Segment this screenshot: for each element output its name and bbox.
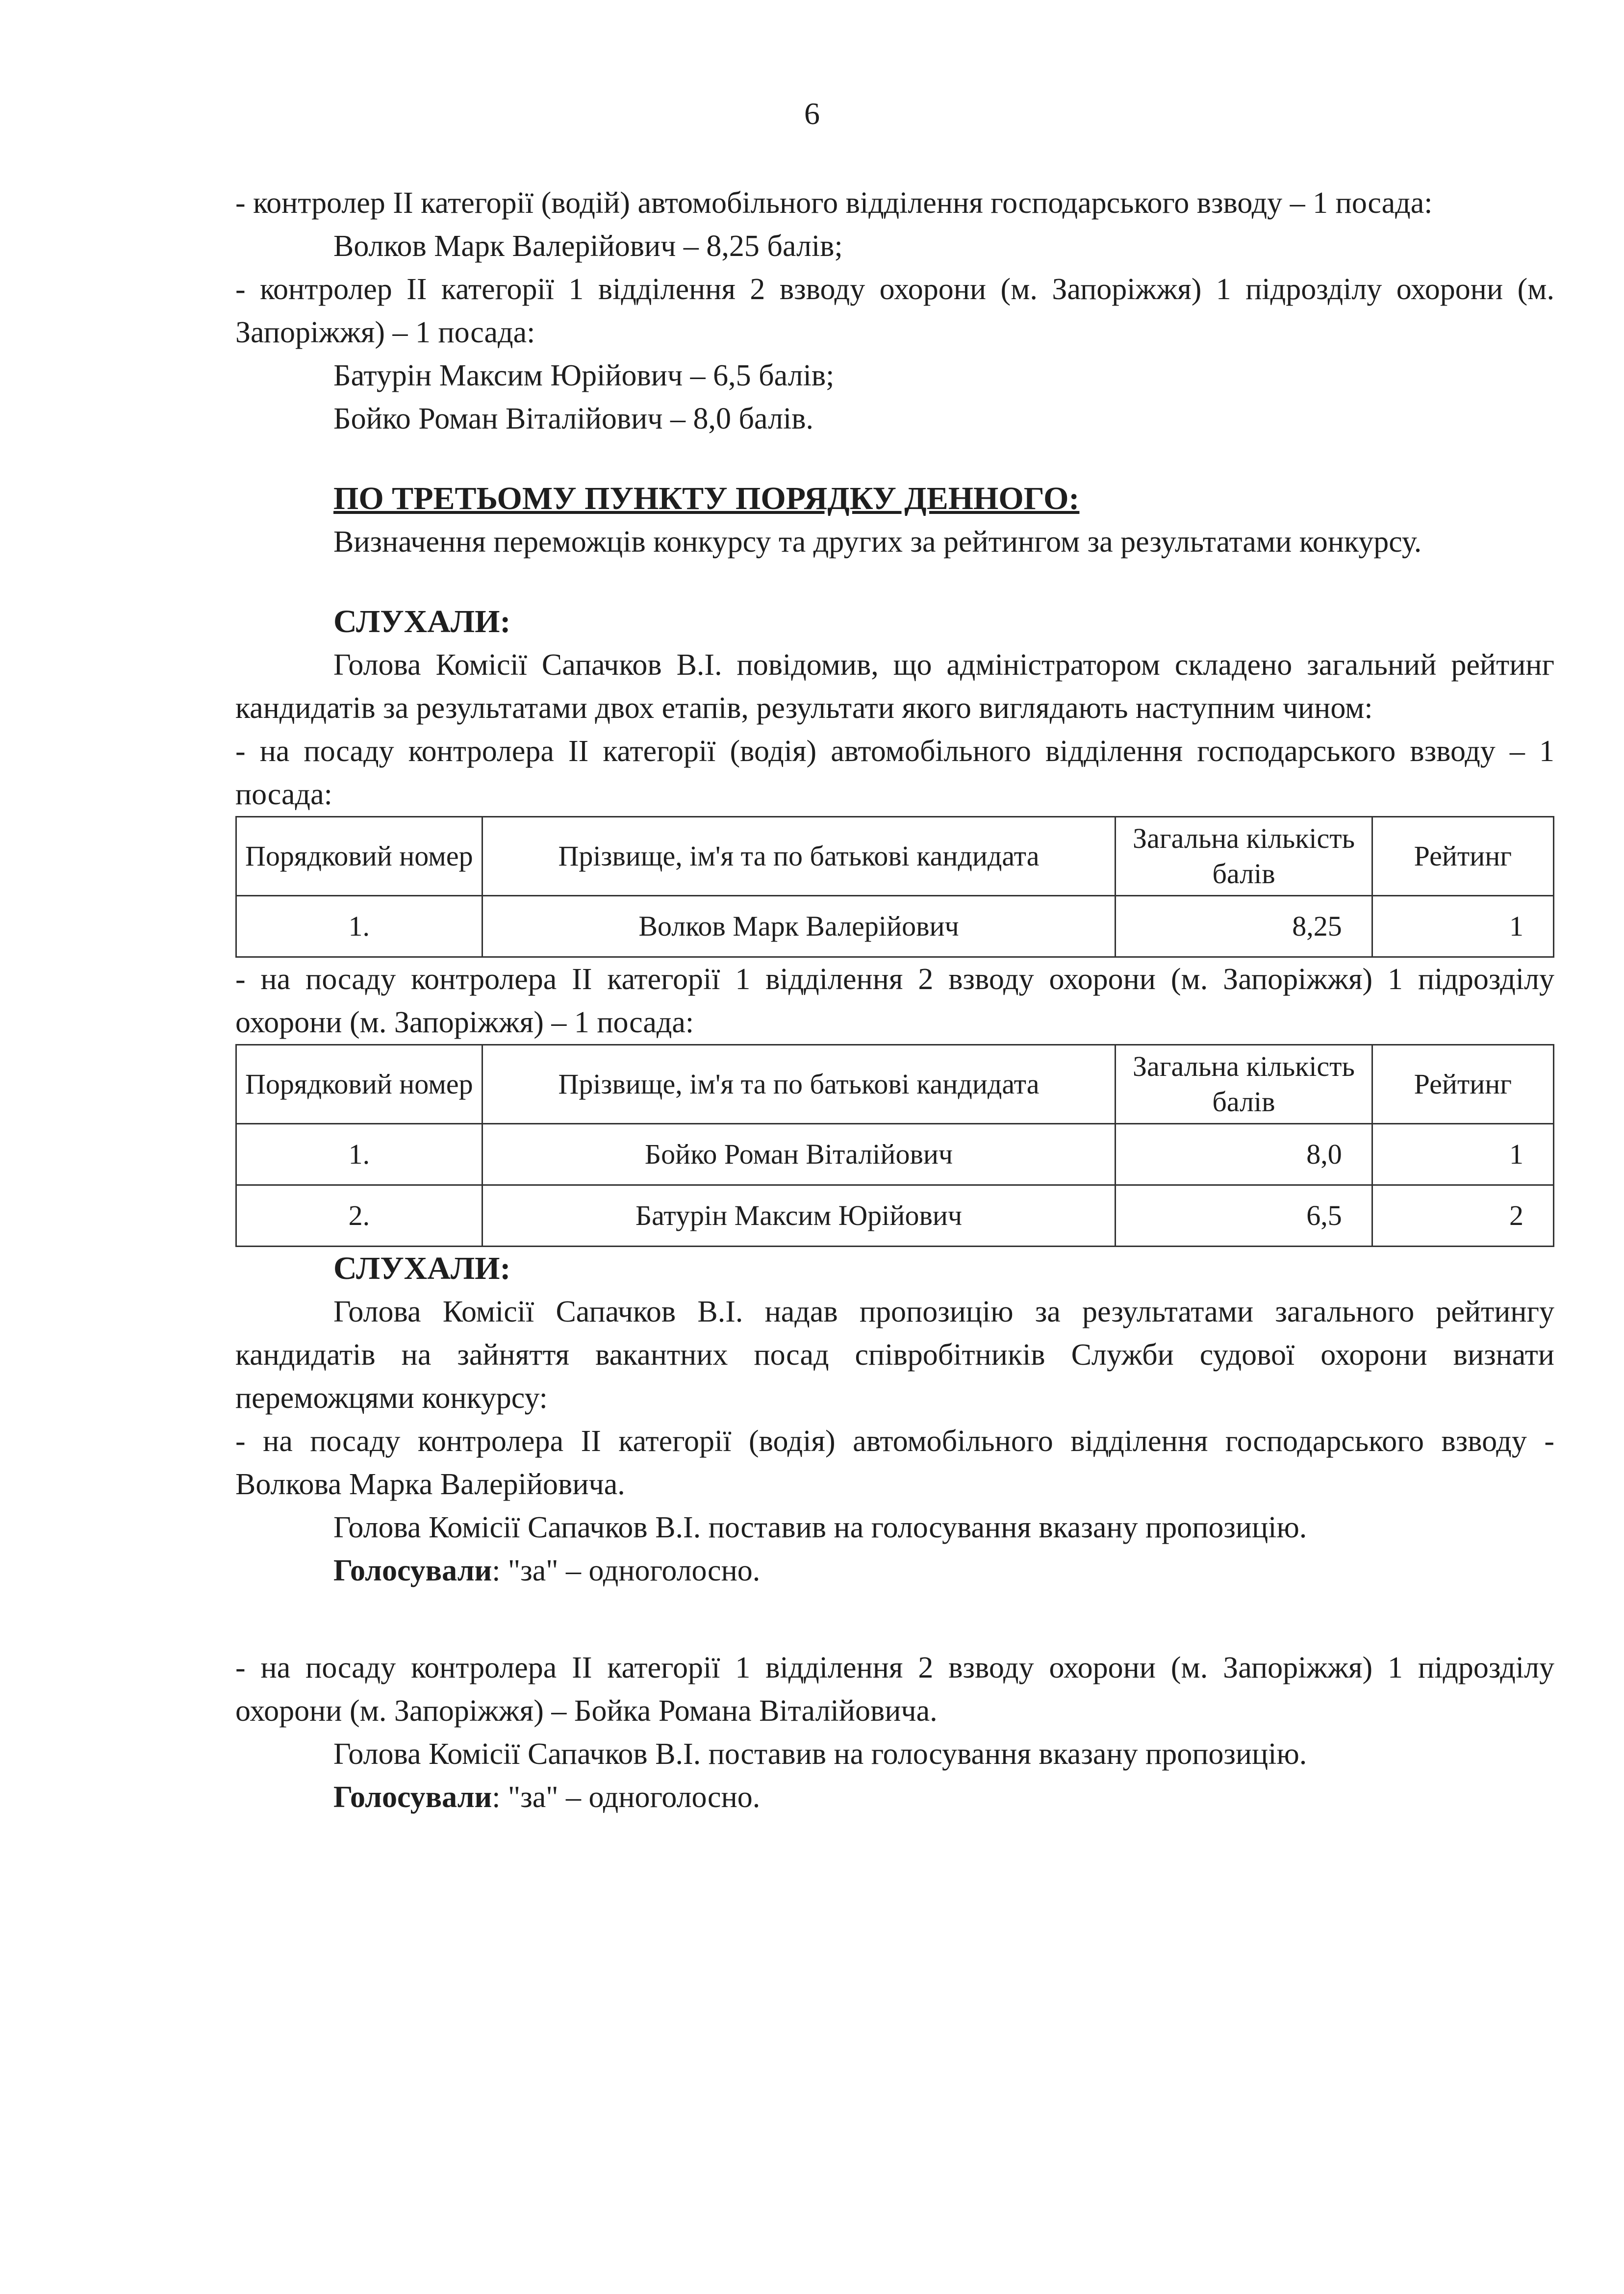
cell-num: 2. bbox=[236, 1185, 482, 1247]
header-num: Порядковий номер bbox=[236, 817, 482, 896]
vote-put-2: Голова Комісії Сапачков В.І. поставив на голосування вказану пропозицію. bbox=[333, 1737, 1307, 1771]
cell-score: 8,25 bbox=[1116, 896, 1372, 957]
rating-table-1 bbox=[235, 816, 1554, 958]
header-rank: Рейтинг bbox=[1372, 817, 1553, 896]
cell-num: 1. bbox=[236, 1124, 482, 1185]
candidate-line-2: Батурін Максим Юрійович – 6,5 балів; bbox=[333, 359, 835, 392]
table-header-row bbox=[236, 1045, 1554, 1124]
position-line-1: - контролер ІІ категорії (водій) автомобільного відділення господарського взводу – 1 посада: bbox=[235, 186, 1433, 220]
position-line-2: - контролер ІІ категорії 1 відділення 2 взводу охорони (м. Запоріжжя) 1 підрозділу охорони (м. Запоріжжя) – 1 посада: bbox=[235, 273, 1554, 349]
vote-result-1 bbox=[235, 1549, 1554, 1592]
header-score: Загальна кількість балів bbox=[1116, 817, 1372, 896]
cell-num: 1. bbox=[236, 896, 482, 957]
cell-name: Бойко Роман Віталійович bbox=[482, 1124, 1116, 1185]
cell-score: 8,0 bbox=[1116, 1124, 1372, 1185]
heard-heading-1: СЛУХАЛИ: bbox=[333, 604, 511, 639]
vote-put-1: Голова Комісії Сапачков В.І. поставив на голосування вказану пропозицію. bbox=[333, 1511, 1307, 1544]
table-row bbox=[236, 1124, 1554, 1185]
vote-label-1: Голосували bbox=[333, 1554, 492, 1587]
cell-rank: 1 bbox=[1372, 1124, 1553, 1185]
heard-text-1: Голова Комісії Сапачков В.І. повідомив, що адміністратором складено загальний рейтинг кандидатів за результатами двох етапів, результати якого виглядають наступним чином: bbox=[235, 648, 1554, 725]
vote-result-2 bbox=[235, 1776, 1554, 1819]
header-rank: Рейтинг bbox=[1372, 1045, 1553, 1124]
vote-label-2: Голосували bbox=[333, 1781, 492, 1814]
table-header-row bbox=[236, 817, 1554, 896]
cell-rank: 1 bbox=[1372, 896, 1553, 957]
table-row bbox=[236, 896, 1554, 957]
agenda-heading: ПО ТРЕТЬОМУ ПУНКТУ ПОРЯДКУ ДЕННОГО: bbox=[333, 481, 1080, 516]
rating-table-2 bbox=[235, 1044, 1554, 1247]
header-name: Прізвище, ім'я та по батькові кандидата bbox=[482, 1045, 1116, 1124]
cell-rank: 2 bbox=[1372, 1185, 1553, 1247]
agenda-text: Визначення переможців конкурсу та других за рейтингом за результатами конкурсу. bbox=[333, 525, 1422, 559]
position-header-2: - на посаду контролера ІІ категорії 1 відділення 2 взводу охорони (м. Запоріжжя) 1 підрозділу охорони (м. Запоріжжя) – 1 посада: bbox=[235, 963, 1554, 1039]
proposal-2: - на посаду контролера ІІ категорії 1 відділення 2 взводу охорони (м. Запоріжжя) 1 підрозділу охорони (м. Запоріжжя) – Бойка Романа Віталійовича. bbox=[235, 1651, 1554, 1728]
heard-heading-2: СЛУХАЛИ: bbox=[333, 1250, 511, 1286]
candidate-line-1: Волков Марк Валерійович – 8,25 балів; bbox=[333, 229, 843, 263]
cell-name: Волков Марк Валерійович bbox=[482, 896, 1116, 957]
table-row bbox=[236, 1185, 1554, 1247]
header-score: Загальна кількість балів bbox=[1116, 1045, 1372, 1124]
vote-value-2: : "за" – одноголосно. bbox=[492, 1781, 761, 1814]
vote-value-1: : "за" – одноголосно. bbox=[492, 1554, 761, 1587]
document-body bbox=[235, 181, 1554, 1819]
cell-name: Батурін Максим Юрійович bbox=[482, 1185, 1116, 1247]
position-header-1: - на посаду контролера ІІ категорії (водія) автомобільного відділення господарського взводу – 1 посада: bbox=[235, 735, 1554, 811]
heard-text-2: Голова Комісії Сапачков В.І. надав пропозицію за результатами загального рейтингу кандидатів на зайняття вакантних посад співробітників Служби судової охорони визнати переможцями конкурсу: bbox=[235, 1295, 1554, 1415]
header-num: Порядковий номер bbox=[236, 1045, 482, 1124]
proposal-1: - на посаду контролера ІІ категорії (водія) автомобільного відділення господарського взводу - Волкова Марка Валерійовича. bbox=[235, 1425, 1554, 1501]
page-number: 6 bbox=[804, 96, 820, 131]
header-name: Прізвище, ім'я та по батькові кандидата bbox=[482, 817, 1116, 896]
candidate-line-3: Бойко Роман Віталійович – 8,0 балів. bbox=[333, 402, 814, 435]
cell-score: 6,5 bbox=[1116, 1185, 1372, 1247]
